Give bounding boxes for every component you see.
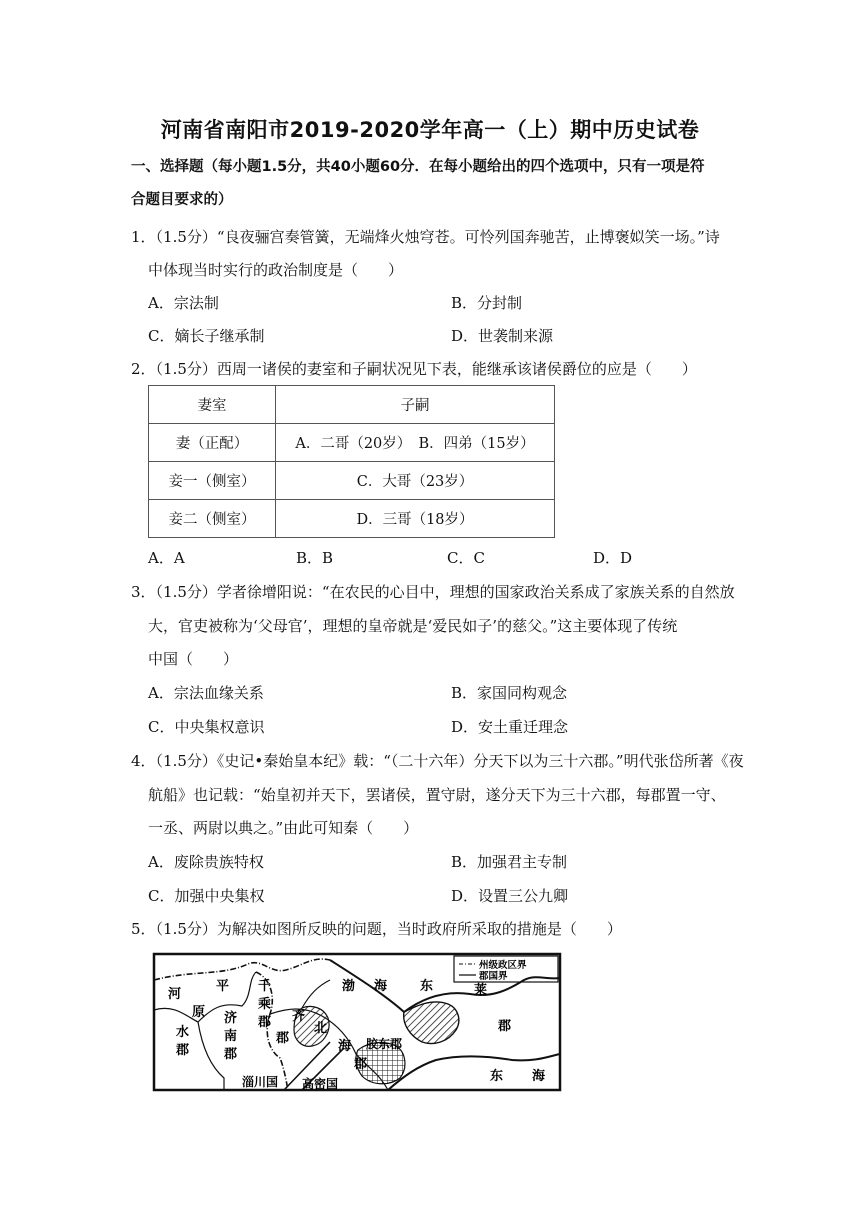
map-legend-label: 州级政区界 — [479, 960, 527, 971]
map-place-label: 郡 — [498, 1019, 512, 1034]
q3-stem-line2: 大，官吏被称为‘父母官’，理想的皇帝就是‘爱民如子’的慈父。”这主要体现了传统 — [148, 617, 678, 635]
map-place-label: 胶东郡 — [366, 1037, 403, 1051]
q4-option-c: C．加强中央集权 — [148, 887, 265, 905]
map-place-label: 北 — [314, 1021, 328, 1036]
q3-option-c: C．中央集权意识 — [148, 718, 265, 736]
q4-option-d: D．设置三公九卿 — [451, 887, 569, 905]
table-row — [149, 462, 555, 500]
table-row — [149, 500, 555, 538]
table-header-cell: 子嗣 — [276, 386, 555, 424]
q4-option-b: B．加强君主专制 — [451, 853, 568, 871]
q3-option-d: D．安土重迁理念 — [451, 718, 569, 736]
q2-option-c: C．C — [447, 549, 485, 567]
table-cell: A．二哥（20岁） B．四弟（15岁） — [276, 424, 555, 462]
q3-stem-line1: 3．（1.5分）学者徐增阳说：“在农民的心目中，理想的国家政治关系成了家族关系的自然放 — [131, 583, 735, 601]
q1-option-b: B．分封制 — [451, 294, 523, 312]
q4-stem-line1: 4．（1.5分）《史记•秦始皇本纪》载：“（二十六年）分天下以为三十六郡。”明代张岱所著《夜 — [131, 752, 744, 770]
q5-stem-line1: 5．（1.5分）为解决如图所反映的问题，当时政府所采取的措施是（ ） — [131, 920, 622, 938]
table-cell: 妾一（侧室） — [149, 462, 276, 500]
q2-option-b: B．B — [296, 549, 334, 567]
exam-title: 河南省南阳市2019-2020学年高一（上）期中历史试卷 — [160, 118, 700, 142]
map-place-label: 郡 — [258, 1015, 272, 1030]
map-legend-label: 郡国界 — [479, 971, 508, 982]
q2-stem-line1: 2．（1.5分）西周一诸侯的妻室和子嗣状况见下表，能继承该诸侯爵位的应是（ ） — [131, 360, 697, 378]
map-place-label: 海 — [338, 1039, 352, 1054]
map-place-label: 郡 — [176, 1043, 190, 1058]
section-instruction-line2: 合题目要求的） — [131, 192, 233, 208]
map-place-label: 千 — [258, 979, 272, 994]
map-place-label: 莱 — [474, 983, 488, 998]
q2-option-d: D．D — [593, 549, 633, 567]
table-cell: C．大哥（23岁） — [276, 462, 555, 500]
q4-option-a: A．废除贵族特权 — [148, 853, 264, 871]
map-place-label: 济 — [224, 1011, 238, 1026]
q1-option-d: D．世袭制来源 — [451, 327, 554, 345]
q3-stem-line3: 中国（ ） — [148, 650, 239, 668]
q1-option-c: C．嫡长子继承制 — [148, 327, 265, 345]
table-cell: 妻（正配） — [149, 424, 276, 462]
table-row — [149, 386, 555, 424]
q1-stem-line1: 1．（1.5分）“良夜骊宫奏管簧，无端烽火烛穹苍。可怜列国奔驰苦，止博褒姒笑一场。”诗 — [131, 228, 720, 246]
map-place-label: 淄川国 — [242, 1075, 279, 1089]
map-place-label: 南 — [224, 1029, 238, 1044]
map-place-label: 郡 — [276, 1031, 290, 1046]
map-place-label: 郡 — [354, 1057, 368, 1072]
table-row — [149, 424, 555, 462]
q2-heir-table — [148, 385, 555, 538]
q5-historical-map — [152, 950, 564, 1096]
map-place-label: 齐 — [292, 1009, 306, 1024]
q2-option-a: A．A — [148, 549, 185, 567]
map-place-label: 郡 — [224, 1047, 238, 1062]
q1-option-a: A．宗法制 — [148, 294, 219, 312]
map-place-label: 乘 — [258, 997, 272, 1012]
map-place-label: 海 — [374, 979, 388, 994]
q3-option-a: A．宗法血缘关系 — [148, 684, 264, 702]
table-cell: D．三哥（18岁） — [276, 500, 555, 538]
table-cell: 妾二（侧室） — [149, 500, 276, 538]
table-header-cell: 妻室 — [149, 386, 276, 424]
q4-stem-line3: 一丞、两尉以典之。”由此可知秦（ ） — [148, 819, 419, 837]
map-place-label: 东 — [490, 1069, 504, 1084]
map-place-label: 海 — [532, 1069, 546, 1084]
map-place-label: 河 — [168, 987, 182, 1002]
q3-option-b: B．家国同构观念 — [451, 684, 568, 702]
q4-stem-line2: 航船》也记载：“始皇初并天下，罢诸侯，置守尉，遂分天下为三十六郡，每郡置一守、 — [148, 786, 726, 804]
map-place-label: 东 — [420, 979, 434, 994]
q1-stem-line2: 中体现当时实行的政治制度是（ ） — [148, 261, 404, 279]
section-instruction-line1: 一、选择题（每小题1.5分，共40小题60分．在每小题给出的四个选项中，只有一项是符 — [131, 159, 705, 175]
map-place-label: 水 — [176, 1025, 190, 1040]
map-place-label: 渤 — [342, 979, 356, 994]
map-place-label: 原 — [192, 1005, 206, 1020]
map-place-label: 高密国 — [302, 1077, 339, 1091]
map-place-label: 平 — [216, 979, 230, 994]
